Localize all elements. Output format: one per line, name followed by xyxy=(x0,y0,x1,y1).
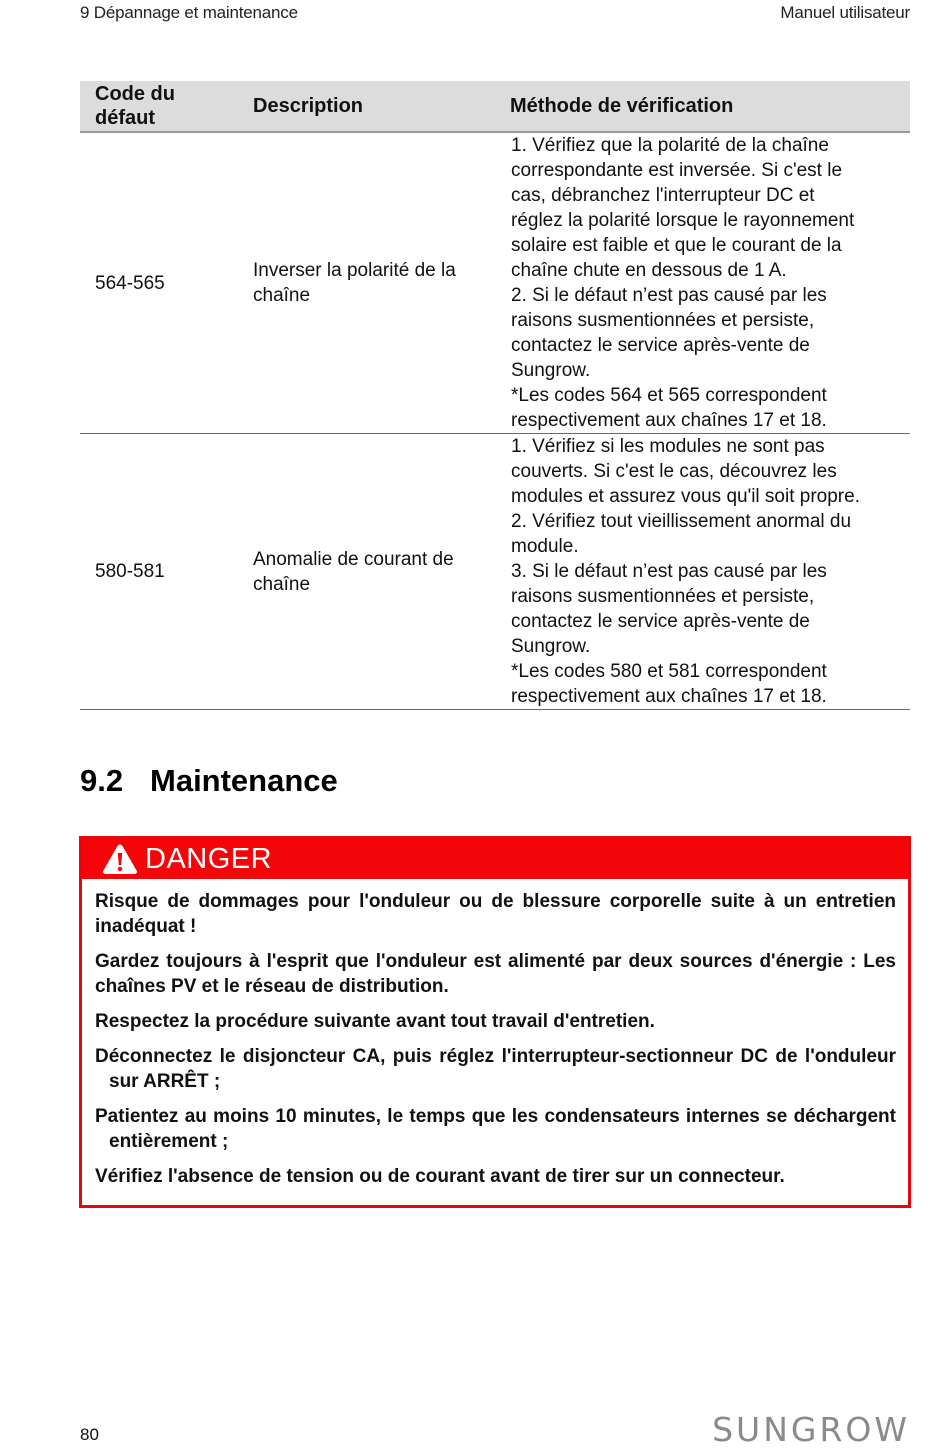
method-line: contactez le service après-vente de xyxy=(511,611,810,632)
method-line: raisons susmentionnées et persiste, xyxy=(511,586,815,607)
warning-triangle-icon xyxy=(102,843,138,875)
method-line: respectivement aux chaînes 17 et 18. xyxy=(511,410,827,431)
table-row xyxy=(80,132,910,434)
method-line: Sungrow. xyxy=(511,636,591,657)
section-heading xyxy=(80,763,338,799)
method-line: solaire est faible et que le courant de la xyxy=(511,235,842,256)
danger-body xyxy=(82,879,908,1189)
method-cell xyxy=(495,132,910,434)
page-number: 80 xyxy=(80,1425,99,1444)
sungrow-logo: SUNGROW xyxy=(712,1410,910,1449)
method-line: modules et assurez vous qu'il soit propre. xyxy=(511,486,860,507)
method-line: contactez le service après-vente de xyxy=(511,335,810,356)
description-cell: Inverser la polarité de la chaîne xyxy=(238,132,495,434)
method-line: 1. Vérifiez si les modules ne sont pas xyxy=(511,436,825,457)
method-line: correspondante est inversée. Si c'est le xyxy=(511,160,843,181)
fault-code-table xyxy=(80,81,910,710)
danger-paragraph: Respectez la procédure suivante avant tout travail d'entretien. xyxy=(95,1011,655,1032)
method-line: *Les codes 580 et 581 correspondent xyxy=(511,661,827,682)
fault-code-cell: 564-565 xyxy=(80,132,238,434)
fault-code-cell: 580-581 xyxy=(80,434,238,710)
method-line: respectivement aux chaînes 17 et 18. xyxy=(511,686,827,707)
danger-notice xyxy=(79,836,911,1208)
danger-paragraph: Risque de dommages pour l'onduleur ou de blessure corporelle suite à un entretien inadéquat ! xyxy=(95,891,896,937)
description-cell: Anomalie de courant de chaîne xyxy=(238,434,495,710)
method-line: Sungrow. xyxy=(511,360,591,381)
method-line: couverts. Si c'est le cas, découvrez les xyxy=(511,461,837,482)
method-line: module. xyxy=(511,536,579,557)
section-number: 9.2 xyxy=(80,763,124,798)
table-row xyxy=(80,434,910,710)
danger-header xyxy=(82,839,908,879)
method-line: 2. Si le défaut n’est pas causé par les xyxy=(511,285,827,306)
danger-step: Déconnectez le disjoncteur CA, puis réglez l'interrupteur-sectionneur DC de l'onduleur sur ARRÊT ; xyxy=(95,1046,896,1092)
method-cell xyxy=(495,434,910,710)
danger-label: DANGER xyxy=(145,842,273,875)
danger-paragraph: Gardez toujours à l'esprit que l'onduleur est alimenté par deux sources d'énergie : Les chaînes PV et le réseau de distribution. xyxy=(95,951,896,997)
danger-step: Patientez au moins 10 minutes, le temps que les condensateurs internes se déchargent entièrement ; xyxy=(95,1106,896,1152)
running-header-chapter: 9 Dépannage et maintenance xyxy=(80,3,298,22)
method-line: *Les codes 564 et 565 correspondent xyxy=(511,385,827,406)
method-line: cas, débranchez l'interrupteur DC et xyxy=(511,185,815,206)
danger-step: Vérifiez l'absence de tension ou de courant avant de tirer sur un connecteur. xyxy=(95,1166,785,1187)
method-line: 1. Vérifiez que la polarité de la chaîne xyxy=(511,135,829,156)
column-header-code: Code du défaut xyxy=(80,81,238,132)
running-header-doc-title: Manuel utilisateur xyxy=(780,3,910,22)
column-header-method: Méthode de vérification xyxy=(495,81,910,132)
table-header-row xyxy=(80,81,910,132)
method-line: réglez la polarité lorsque le rayonnement xyxy=(511,210,855,231)
method-line: 3. Si le défaut n’est pas causé par les xyxy=(511,561,827,582)
method-line: chaîne chute en dessous de 1 A. xyxy=(511,260,787,281)
method-line: 2. Vérifiez tout vieillissement anormal du xyxy=(511,511,852,532)
section-title: Maintenance xyxy=(150,763,338,798)
column-header-description: Description xyxy=(238,81,495,132)
method-line: raisons susmentionnées et persiste, xyxy=(511,310,815,331)
